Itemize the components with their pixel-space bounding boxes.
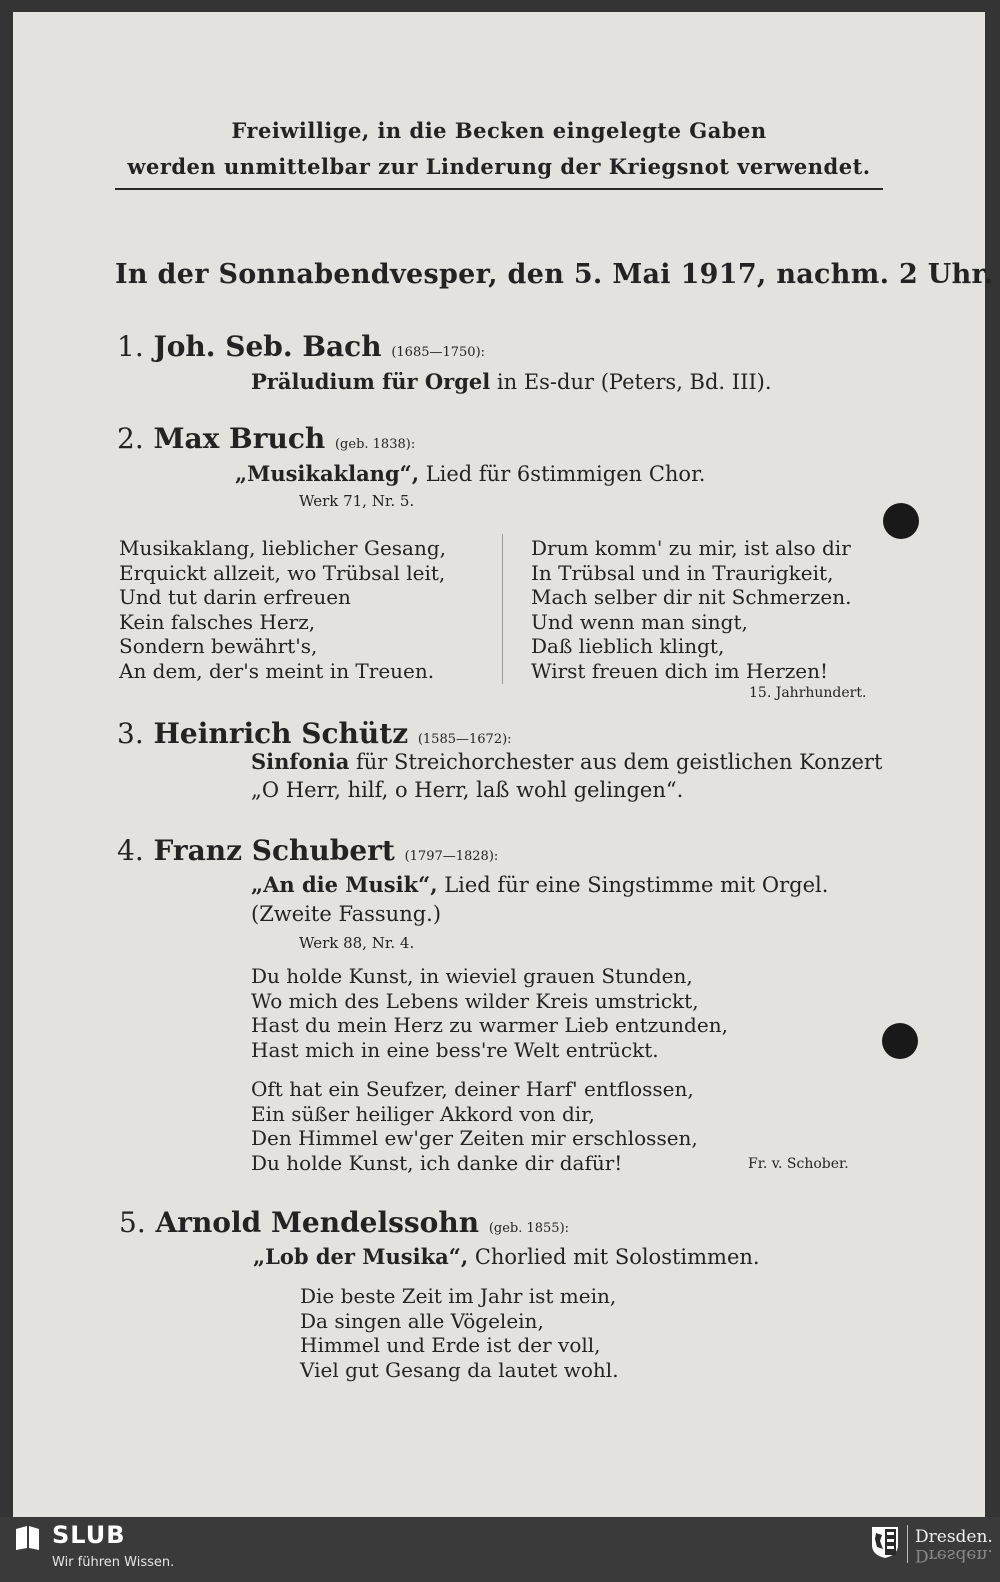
verse-line: Himmel und Erde ist der voll, [300,1333,601,1357]
item-number: 5. [119,1206,146,1239]
viewer-footer-bar [0,1517,1000,1582]
punch-hole [882,1023,918,1059]
verse-line: Hast mich in eine bess're Welt entrückt. [251,1037,659,1062]
program-item-4-work [251,872,828,897]
verse-stanza [300,1284,619,1382]
logo-separator [907,1525,908,1563]
divider-rule [115,188,883,190]
composer-name: Max Bruch [153,422,326,455]
program-item-1-work [251,369,772,394]
page-title: In der Sonnabendvesper, den 5. Mai 1917, nachm. 2 Uhr. [115,259,994,290]
program-item-2-work [235,461,705,486]
composer-name: Joh. Seb. Bach [153,330,382,363]
verse-line: Hast du mein Herz zu warmer Lieb entzunden, [251,1013,728,1037]
work-title: „Musikaklang“, [235,461,420,486]
composer-name: Heinrich Schütz [153,717,409,750]
program-item-4-heading [117,834,498,867]
verse-stanza-1 [251,964,728,1062]
composer-name: Franz Schubert [153,834,395,867]
verse-stanza-2 [251,1077,698,1175]
program-item-2-opus: Werk 71, Nr. 5. [299,492,415,510]
item-number: 1. [117,330,144,363]
program-item-2-heading [117,422,415,455]
program-item-3-work [251,749,882,774]
verse-line: Du holde Kunst, in wieviel grauen Stunden, [251,964,693,988]
dresden-crest-icon [870,1525,900,1559]
work-title: „An die Musik“, [251,872,438,897]
book-logo-icon [14,1524,41,1551]
work-details: in Es-dur (Peters, Bd. III). [490,370,772,394]
program-item-4-opus: Werk 88, Nr. 4. [299,934,415,952]
verse-right-column [531,536,851,683]
verse-line: Mach selber dir nit Schmerzen. [531,585,852,609]
verse-line: Erquickt allzeit, wo Trübsal leit, [119,560,446,585]
verse-line: Wirst freuen dich im Herzen! [531,658,829,683]
composer-name: Arnold Mendelssohn [155,1206,480,1239]
work-details: Chorlied mit Solostimmen. [468,1245,760,1269]
verse-line: Daß lieblich klingt, [531,634,725,658]
verse-credit: Fr. v. Schober. [748,1156,849,1172]
composer-dates: (geb. 1855): [488,1221,570,1236]
program-item-5-heading [119,1206,569,1239]
composer-dates: (1585—1672): [417,732,512,747]
verse-line: An dem, der's meint in Treuen. [119,658,435,683]
verse-line: Den Himmel ew'ger Zeiten mir erschlossen, [251,1126,698,1150]
composer-dates: (1685—1750): [391,345,486,360]
work-details: für Streichorchester aus dem geistlichen Konzert [349,750,883,774]
work-title: Sinfonia [251,749,350,774]
work-details: Lied für eine Singstimme mit Orgel. [437,873,829,897]
program-item-4-work-line-2: (Zweite Fassung.) [251,902,442,926]
slub-logo-text[interactable]: SLUB [52,1521,126,1549]
verse-credit: 15. Jahrhundert. [749,685,867,701]
dresden-logo-reflection: Dresden. [915,1545,993,1565]
verse-line: Da singen alle Vögelein, [300,1308,544,1333]
verse-line: Und tut darin erfreuen [119,585,351,609]
notice-line-2: werden unmittelbar zur Linderung der Kriegsnot verwendet. [127,154,871,179]
verse-line: Sondern bewährt's, [119,634,318,658]
verse-line: Oft hat ein Seufzer, deiner Harf' entflossen, [251,1077,694,1101]
slub-slogan: Wir führen Wissen. [52,1555,175,1570]
verse-line: Wo mich des Lebens wilder Kreis umstrickt, [251,988,699,1013]
item-number: 4. [117,834,144,867]
column-divider [502,534,503,684]
composer-dates: (geb. 1838): [334,437,416,452]
verse-left-column [119,536,446,683]
program-item-3-work-line-2: „O Herr, hilf, o Herr, laß wohl gelingen“. [251,778,684,802]
program-item-5-work [253,1244,760,1269]
verse-line: Und wenn man singt, [531,609,748,634]
punch-hole [883,503,919,539]
dresden-logo-text[interactable]: Dresden. [915,1527,993,1547]
item-number: 3. [117,717,144,750]
document-page [13,12,994,1517]
notice-line-1: Freiwillige, in die Becken eingelegte Gaben [231,118,767,143]
work-title: „Lob der Musika“, [253,1244,469,1269]
verse-line: Kein falsches Herz, [119,609,316,634]
verse-line: In Trübsal und in Traurigkeit, [531,560,834,585]
program-item-3-heading [117,717,512,750]
item-number: 2. [117,422,144,455]
verse-line: Die beste Zeit im Jahr ist mein, [300,1284,617,1308]
verse-line: Ein süßer heiliger Akkord von dir, [251,1101,595,1126]
verse-line: Drum komm' zu mir, ist also dir [531,536,851,560]
program-item-1-heading [117,330,485,363]
verse-line: Viel gut Gesang da lautet wohl. [300,1357,619,1382]
composer-dates: (1797—1828): [404,849,499,864]
verse-line: Du holde Kunst, ich danke dir dafür! [251,1150,623,1175]
verse-line: Musikaklang, lieblicher Gesang, [119,536,447,560]
work-details: Lied für 6stimmigen Chor. [419,462,706,486]
work-title: Präludium für Orgel [251,369,491,394]
